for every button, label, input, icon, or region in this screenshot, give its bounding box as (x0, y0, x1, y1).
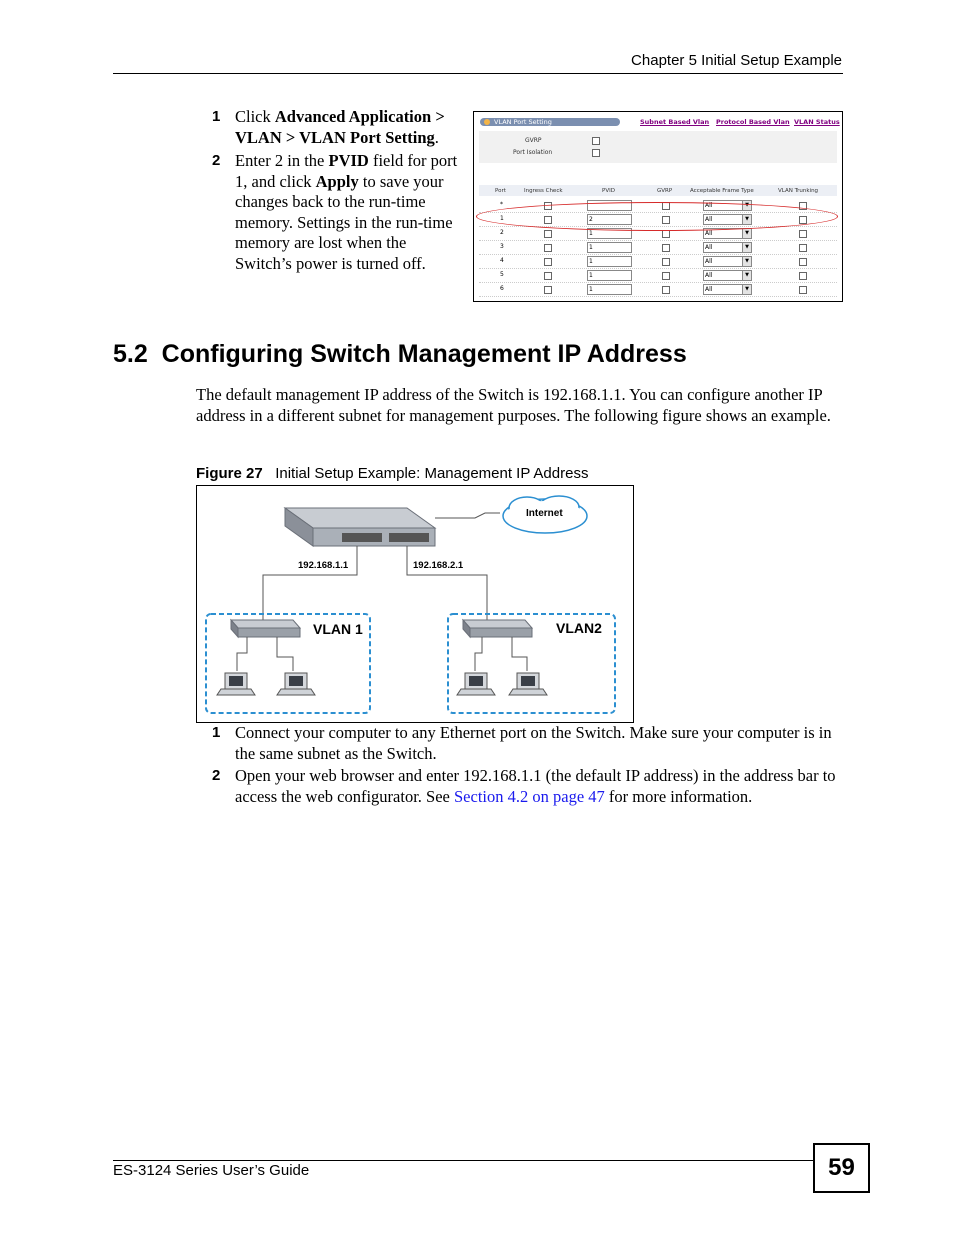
frame-type-value: All (705, 230, 713, 237)
pvid-input[interactable]: 2 (587, 214, 632, 225)
internet-label: Internet (526, 508, 563, 519)
section-title: Configuring Switch Management IP Address (161, 340, 687, 368)
running-head: Chapter 5 Initial Setup Example (631, 52, 842, 69)
figure-caption-text: Initial Setup Example: Management IP Address (275, 465, 589, 482)
port-cell: * (500, 201, 503, 208)
trunking-checkbox[interactable] (799, 244, 807, 252)
vlan2-label: VLAN2 (556, 620, 602, 636)
col-pvid: PVID (602, 188, 615, 194)
trunking-checkbox[interactable] (799, 286, 807, 294)
pvid-input[interactable]: 1 (587, 270, 632, 281)
table-row (479, 255, 837, 269)
link-subnet-based-vlan[interactable]: Subnet Based Vlan (640, 118, 710, 126)
pvid-input[interactable]: 1 (587, 284, 632, 295)
col-vlan-trunking: VLAN Trunking (778, 188, 819, 194)
step-text-pre: Enter 2 in the (235, 151, 329, 170)
menu-path: Advanced Application > VLAN > VLAN Port Setting (235, 107, 445, 147)
page-number: 59 (813, 1143, 870, 1193)
step-text (235, 151, 465, 274)
step-number: 1 (212, 108, 221, 125)
step-text-post: to save your changes back to the run-time memory. Settings in the run-time memory are lost when the Switch’s power is turned off. (235, 171, 453, 273)
link-vlan-status[interactable]: VLAN Status (794, 118, 840, 126)
header-rule (113, 73, 843, 74)
section-heading (113, 340, 687, 369)
table-row (479, 269, 837, 283)
port-cell: 3 (500, 243, 504, 250)
step-text-pre: Click (235, 107, 275, 126)
footer-rule (113, 1160, 813, 1161)
gvrp-row-checkbox[interactable] (662, 244, 670, 252)
chevron-down-icon: ▼ (742, 257, 751, 266)
gvrp-row-checkbox[interactable] (662, 272, 670, 280)
chevron-down-icon: ▼ (742, 229, 751, 238)
figure-caption (196, 465, 588, 482)
step-text-post: for more information. (604, 786, 753, 806)
trunking-checkbox[interactable] (799, 258, 807, 266)
global-settings-box (479, 131, 837, 163)
gvrp-row-checkbox[interactable] (662, 286, 670, 294)
frame-type-select[interactable] (703, 284, 752, 295)
ip-vlan1-label: 192.168.1.1 (298, 560, 349, 571)
step-text: Connect your computer to any Ethernet port on the Switch. Make sure your computer is in the same subnet as the Switch. (235, 723, 832, 763)
vlan1-pc-icon (217, 673, 315, 695)
frame-type-select[interactable] (703, 242, 752, 253)
step-text-pre: Open your web browser and enter 192.168.1.1 (the default IP address) in the address bar to access the web configurator. See (235, 766, 836, 806)
ingress-checkbox[interactable] (544, 230, 552, 238)
diagram-graphics (197, 486, 633, 722)
col-port: Port (495, 188, 506, 194)
port-cell: 4 (500, 257, 504, 264)
chevron-down-icon: ▼ (742, 201, 751, 210)
frame-type-value: All (705, 216, 713, 223)
trunking-checkbox[interactable] (799, 272, 807, 280)
ingress-checkbox[interactable] (544, 286, 552, 294)
chevron-down-icon: ▼ (742, 243, 751, 252)
chevron-down-icon: ▼ (742, 285, 751, 294)
vlan1-switch-icon (231, 620, 300, 637)
main-switch-icon (285, 508, 435, 546)
link-protocol-based-vlan[interactable]: Protocol Based Vlan (716, 118, 790, 126)
step-number: 2 (212, 152, 221, 169)
frame-type-select[interactable] (703, 270, 752, 281)
figure-label: Figure 27 (196, 465, 263, 482)
title-dot-icon (484, 119, 490, 125)
ip-vlan2-label: 192.168.2.1 (413, 560, 464, 571)
highlight-oval (476, 202, 838, 231)
gvrp-row-checkbox[interactable] (662, 230, 670, 238)
chevron-down-icon: ▼ (742, 271, 751, 280)
section-cross-reference-link[interactable]: Section 4.2 on page 47 (454, 786, 605, 806)
pvid-input[interactable]: 1 (587, 256, 632, 267)
section-number: 5.2 (113, 340, 148, 368)
port-cell: 5 (500, 271, 504, 278)
vlan1-label: VLAN 1 (313, 621, 363, 637)
step-text (235, 766, 840, 807)
intro-paragraph: The default management IP address of the Switch is 192.168.1.1. You can configure another IP address in a different subnet for management purposes. The following figure shows an example. (196, 385, 831, 425)
footer-guide-title: ES-3124 Series User’s Guide (113, 1162, 310, 1179)
pvid-input[interactable]: 1 (587, 228, 632, 239)
port-isolation-checkbox[interactable] (592, 149, 600, 157)
step-text-post: . (434, 127, 439, 147)
gvrp-row-checkbox[interactable] (662, 258, 670, 266)
step-number: 2 (212, 767, 221, 784)
ingress-checkbox[interactable] (544, 272, 552, 280)
step-number: 1 (212, 724, 221, 741)
gvrp-label: GVRP (525, 137, 542, 144)
frame-type-value: All (705, 258, 713, 265)
vlan2-pc-icon (457, 673, 547, 695)
frame-type-value: All (705, 244, 713, 251)
col-frame-type: Acceptable Frame Type (690, 188, 754, 194)
col-gvrp: GVRP (657, 188, 673, 194)
vlan2-switch-icon (463, 620, 532, 637)
vlan-port-setting-screenshot (473, 111, 843, 302)
step-text-mid: field for port 1, and click (235, 151, 458, 191)
table-row (479, 283, 837, 297)
frame-type-value: All (705, 286, 713, 293)
port-cell: 1 (500, 215, 504, 222)
pvid-input[interactable]: 1 (587, 242, 632, 253)
gvrp-checkbox[interactable] (592, 137, 600, 145)
network-diagram (196, 485, 634, 723)
step-text (235, 107, 465, 148)
trunking-checkbox[interactable] (799, 230, 807, 238)
port-cell: 2 (500, 229, 504, 236)
screen-title: VLAN Port Setting (494, 118, 552, 126)
apply-term: Apply (315, 171, 359, 191)
port-isolation-label: Port Isolation (513, 149, 553, 156)
port-cell: 6 (500, 285, 504, 292)
frame-type-value: All (705, 272, 713, 279)
frame-type-value: All (705, 202, 713, 209)
frame-type-select[interactable] (703, 256, 752, 267)
table-row (479, 241, 837, 255)
ingress-checkbox[interactable] (544, 244, 552, 252)
pvid-term: PVID (328, 151, 369, 170)
col-ingress-check: Ingress Check (524, 188, 563, 194)
ingress-checkbox[interactable] (544, 258, 552, 266)
chevron-down-icon: ▼ (742, 215, 751, 224)
